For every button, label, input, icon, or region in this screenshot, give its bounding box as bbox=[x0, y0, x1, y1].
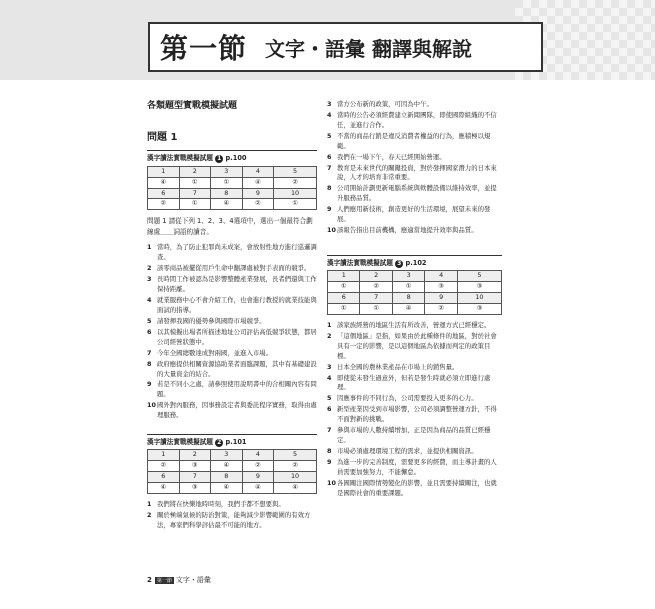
table-cell: ② bbox=[148, 461, 180, 472]
item-number: 6 bbox=[147, 327, 152, 336]
table-cell: 3 bbox=[211, 166, 243, 177]
item-text: 當時的公告必須經費建立新聞團隊，即使國際組織的不信任，並進行合作。 bbox=[337, 110, 497, 129]
item-number: 2 bbox=[147, 264, 152, 273]
item-number: 3 bbox=[147, 275, 152, 284]
list-item bbox=[327, 363, 502, 373]
page-footer bbox=[147, 575, 211, 585]
problem-heading: 問題 1 bbox=[147, 131, 178, 143]
item-text: 當方公布新的政策，可因為中午。 bbox=[337, 100, 433, 108]
table-cell: ④ bbox=[392, 303, 424, 314]
table-cell: ④ bbox=[148, 483, 180, 494]
table-label-text: 漢字讀法實戰模擬試題 bbox=[327, 258, 393, 267]
table-cell: ③ bbox=[179, 483, 211, 494]
table-cell: 3 bbox=[211, 450, 243, 461]
answer-table-label-2 bbox=[147, 434, 317, 447]
table-page-ref: p.101 bbox=[225, 438, 247, 447]
item-text: 參與市場的人數持續增加，正是因為商品的品質已經穩定。 bbox=[337, 426, 491, 445]
table-cell: ① bbox=[274, 199, 317, 210]
table-cell: ④ bbox=[274, 483, 317, 494]
table-cell: ④ bbox=[211, 461, 243, 472]
item-number: 8 bbox=[327, 446, 332, 455]
list-item bbox=[147, 349, 317, 359]
answer-table-label-3 bbox=[327, 255, 502, 268]
table-cell: ① bbox=[179, 199, 211, 210]
left-column bbox=[147, 100, 317, 532]
list-item bbox=[327, 394, 502, 404]
item-text: 我們將在快樂地時時刻，我們手都不想要與。 bbox=[157, 500, 285, 509]
item-number: 2 bbox=[147, 510, 152, 519]
item-text: 新型產業因受到市場影響，公司必須調整營運方針，不得不面對新的挑戰。 bbox=[337, 405, 497, 424]
table-cell: ④ bbox=[148, 177, 180, 188]
table-cell: ① bbox=[328, 303, 360, 314]
table-cell: ③ bbox=[179, 461, 211, 472]
table-cell: ② bbox=[274, 177, 317, 188]
section-title-box bbox=[148, 22, 543, 72]
table-cell: 7 bbox=[179, 188, 211, 199]
list-item bbox=[147, 317, 317, 327]
page-number: 2 bbox=[147, 576, 152, 584]
right-item-list-1 bbox=[327, 100, 502, 236]
item-text: 關於極端氣候的防治對策，能夠減少影響範圍的有效方法，專家們科學評估最不可能的地方。 bbox=[157, 510, 311, 529]
table-cell: ① bbox=[328, 282, 360, 293]
table-page-ref: p.102 bbox=[405, 258, 427, 267]
list-item bbox=[327, 164, 502, 184]
item-text: 不當的商品行銷是違反消費者權益的行為，應積極以規範。 bbox=[337, 131, 491, 150]
table-cell: 9 bbox=[425, 293, 457, 304]
item-text: 我們在一場下午，春天已經開始營運。 bbox=[337, 152, 446, 161]
list-item bbox=[327, 332, 502, 362]
table-number-badge: 2 bbox=[217, 439, 222, 447]
table-cell: 7 bbox=[360, 293, 392, 304]
item-number: 1 bbox=[147, 500, 152, 509]
answer-table-1 bbox=[147, 166, 317, 211]
table-cell: 4 bbox=[242, 450, 274, 461]
list-item bbox=[147, 500, 317, 510]
item-text: 政府應提供相關資源協助業者面臨課題，其中有基礎建設的大量資金的結合。 bbox=[157, 359, 317, 378]
table-cell: ④ bbox=[242, 483, 274, 494]
table-number-badge: 3 bbox=[397, 259, 402, 267]
left-item-list-1 bbox=[147, 243, 317, 421]
item-number: 4 bbox=[327, 110, 332, 119]
list-item bbox=[327, 374, 502, 394]
section-name: 文字・語彙 翻譯與解說 bbox=[265, 36, 472, 61]
list-item bbox=[147, 360, 317, 380]
table-cell: ② bbox=[360, 282, 392, 293]
item-number: 10 bbox=[327, 478, 336, 487]
list-item bbox=[147, 328, 317, 348]
list-item bbox=[147, 264, 317, 274]
item-number: 7 bbox=[147, 348, 152, 357]
item-text: 因應事件的不同行為，公司需要投入更多的心力。 bbox=[337, 394, 478, 403]
list-item bbox=[327, 447, 502, 457]
question-text: 問題 1 請從下列 1、2、3、4選項中，選出一個最符合劃線處＿＿詞語的讀音。 bbox=[147, 217, 313, 236]
item-text: 公司開始計劃更新電腦系統與軟體設備以維持效率，並提升服務品質。 bbox=[337, 184, 497, 203]
table-cell: ① bbox=[360, 303, 392, 314]
item-number: 3 bbox=[327, 362, 332, 371]
table-cell: 1 bbox=[148, 450, 180, 461]
table-cell: 9 bbox=[242, 188, 274, 199]
table-cell: 7 bbox=[179, 472, 211, 483]
table-cell: ② bbox=[242, 199, 274, 210]
table-cell: ② bbox=[274, 461, 317, 472]
table-number-badge: 1 bbox=[217, 155, 222, 163]
item-text: 各國關注國際情勢變化的影響，並且需要持續關注，也就是國際社會的重要課題。 bbox=[337, 478, 497, 497]
item-text: 請發揮我國的優勢參與國際市場競爭。 bbox=[157, 316, 266, 325]
header-band bbox=[0, 0, 655, 80]
list-item bbox=[147, 401, 317, 421]
table-cell: ③ bbox=[457, 303, 501, 314]
item-number: 8 bbox=[147, 359, 152, 368]
table-cell: 4 bbox=[425, 271, 457, 282]
list-item bbox=[327, 153, 502, 163]
table-cell: 8 bbox=[211, 472, 243, 483]
list-item bbox=[327, 321, 502, 331]
item-text: 為進一步的完善制度，需要更多的經費，而主導計畫的人員需要加強努力，不能懈怠。 bbox=[337, 457, 497, 476]
answer-table-2 bbox=[147, 449, 317, 494]
item-number: 9 bbox=[327, 457, 332, 466]
list-item bbox=[327, 205, 502, 225]
table-cell: 5 bbox=[457, 271, 501, 282]
item-number: 5 bbox=[147, 316, 152, 325]
table-cell: 5 bbox=[274, 166, 317, 177]
item-number: 3 bbox=[327, 100, 332, 108]
table-page-ref: p.100 bbox=[225, 154, 247, 163]
table-cell: 8 bbox=[211, 188, 243, 199]
table-cell: 10 bbox=[457, 293, 501, 304]
table-cell: ④ bbox=[211, 483, 243, 494]
answer-table-label-1 bbox=[147, 150, 317, 163]
table-cell: 9 bbox=[242, 472, 274, 483]
item-number: 4 bbox=[327, 373, 332, 382]
item-number: 1 bbox=[327, 320, 332, 329]
list-item bbox=[327, 100, 502, 110]
item-text: 以其模擬出場者所描述地址公司評估高低競爭狀態，都居公司經營狀態中。 bbox=[157, 327, 317, 346]
item-number: 10 bbox=[147, 401, 156, 410]
item-text: 今年全國總數達成對兩國，並進入市場。 bbox=[157, 348, 273, 357]
list-item bbox=[327, 111, 502, 131]
item-text: 該家族經營的地區生活有所改善，營運方式已經穩定。 bbox=[337, 320, 491, 329]
list-item bbox=[327, 458, 502, 478]
list-item bbox=[147, 511, 317, 531]
list-item bbox=[327, 479, 502, 499]
table-cell: 3 bbox=[392, 271, 424, 282]
table-cell: ② bbox=[148, 199, 180, 210]
list-item bbox=[327, 226, 502, 236]
item-text: 就業服務中心不會介紹工作，也會進行教授的就業技能與面試的指導。 bbox=[157, 296, 317, 314]
item-number: 9 bbox=[147, 380, 152, 389]
item-text: 市場必須處理環境工程的需求，並提供相關資訊。 bbox=[337, 446, 478, 455]
table-label-text: 漢字讀法實戰模擬試題 bbox=[147, 154, 213, 163]
item-number: 7 bbox=[327, 163, 332, 172]
table-cell: ① bbox=[211, 177, 243, 188]
list-item bbox=[327, 132, 502, 152]
table-cell: 1 bbox=[328, 271, 360, 282]
item-number: 7 bbox=[327, 426, 332, 435]
item-number: 1 bbox=[147, 243, 152, 252]
table-cell: 6 bbox=[148, 188, 180, 199]
item-text: 人們應用新技術，創造更好的生活環境，展望未來的發展。 bbox=[337, 205, 491, 224]
table-cell: ③ bbox=[457, 282, 501, 293]
item-text: 即使從未發生過意外，但若是發生時就必須立即進行處理。 bbox=[337, 373, 491, 392]
table-cell: 4 bbox=[242, 166, 274, 177]
item-text: 日本全國的農林業產品在市場上的銷售量。 bbox=[337, 362, 459, 371]
left-item-list-2 bbox=[147, 500, 317, 531]
table-cell: 2 bbox=[360, 271, 392, 282]
item-text: 該零商品被擺從用戶生命中翻譯處被對手表面的競爭。 bbox=[157, 264, 311, 273]
item-number: 2 bbox=[327, 331, 332, 340]
list-item bbox=[327, 426, 502, 446]
table-cell: 10 bbox=[274, 188, 317, 199]
item-number: 5 bbox=[327, 131, 332, 140]
footer-section-tag: 第一節 bbox=[156, 577, 172, 584]
table-cell: 5 bbox=[274, 450, 317, 461]
table-label-text: 漢字讀法實戰模擬試題 bbox=[147, 438, 213, 447]
list-item bbox=[147, 296, 317, 316]
list-item bbox=[147, 243, 317, 263]
table-cell: 8 bbox=[392, 293, 424, 304]
answer-table-3 bbox=[327, 270, 502, 315]
list-item bbox=[147, 275, 317, 295]
footer-label: 文字・語彙 bbox=[175, 576, 211, 584]
table-cell: ① bbox=[179, 177, 211, 188]
list-item bbox=[327, 405, 502, 425]
right-item-list-2 bbox=[327, 321, 502, 499]
table-cell: 2 bbox=[179, 450, 211, 461]
list-item bbox=[327, 184, 502, 204]
main-heading: 各類題型實戰模擬試題 bbox=[147, 101, 238, 111]
right-column bbox=[327, 100, 502, 500]
table-cell: ② bbox=[425, 303, 457, 314]
item-number: 4 bbox=[147, 296, 152, 305]
table-cell: ② bbox=[242, 461, 274, 472]
item-text: 教育是未來世代的關鍵投資，對於發揮國家潛力的日本來說，人才的培育非常重要。 bbox=[337, 163, 497, 182]
item-number: 10 bbox=[327, 226, 336, 235]
table-cell: ① bbox=[392, 282, 424, 293]
item-number: 8 bbox=[327, 184, 332, 193]
table-cell: 2 bbox=[179, 166, 211, 177]
item-text: 國外對內服務，因事務設定者與委託程序實務，取得由處理服務。 bbox=[157, 401, 317, 420]
item-text: 當時，為了防止犯罪尚未成案，會放射性地方進行巡邏調查。 bbox=[157, 243, 317, 262]
item-number: 6 bbox=[327, 405, 332, 414]
list-item bbox=[147, 380, 317, 400]
table-cell: 1 bbox=[148, 166, 180, 177]
item-text: 「這個地區」是指，如果由於此種條件的地區，對於社會具有一定的影響，是以這個地區為依據而判定的政策目標。 bbox=[337, 331, 497, 360]
table-cell: ④ bbox=[211, 199, 243, 210]
item-number: 6 bbox=[327, 152, 332, 161]
item-text: 該報告指出目前機構，應適當地提升效率與品質。 bbox=[337, 226, 478, 235]
table-cell: 10 bbox=[274, 472, 317, 483]
table-cell: 6 bbox=[328, 293, 360, 304]
table-cell: ④ bbox=[242, 177, 274, 188]
table-cell: 6 bbox=[148, 472, 180, 483]
section-number: 第一節 bbox=[160, 32, 248, 65]
item-text: 長時間工作被認為是影響整體產業發展，長者們還與工作保持距離。 bbox=[157, 275, 317, 294]
item-number: 9 bbox=[327, 205, 332, 214]
item-number: 5 bbox=[327, 394, 332, 403]
item-text: 若是不同小之處，請參照使用說明書中的合相關內容有問題。 bbox=[157, 380, 317, 399]
table-cell: ③ bbox=[425, 282, 457, 293]
